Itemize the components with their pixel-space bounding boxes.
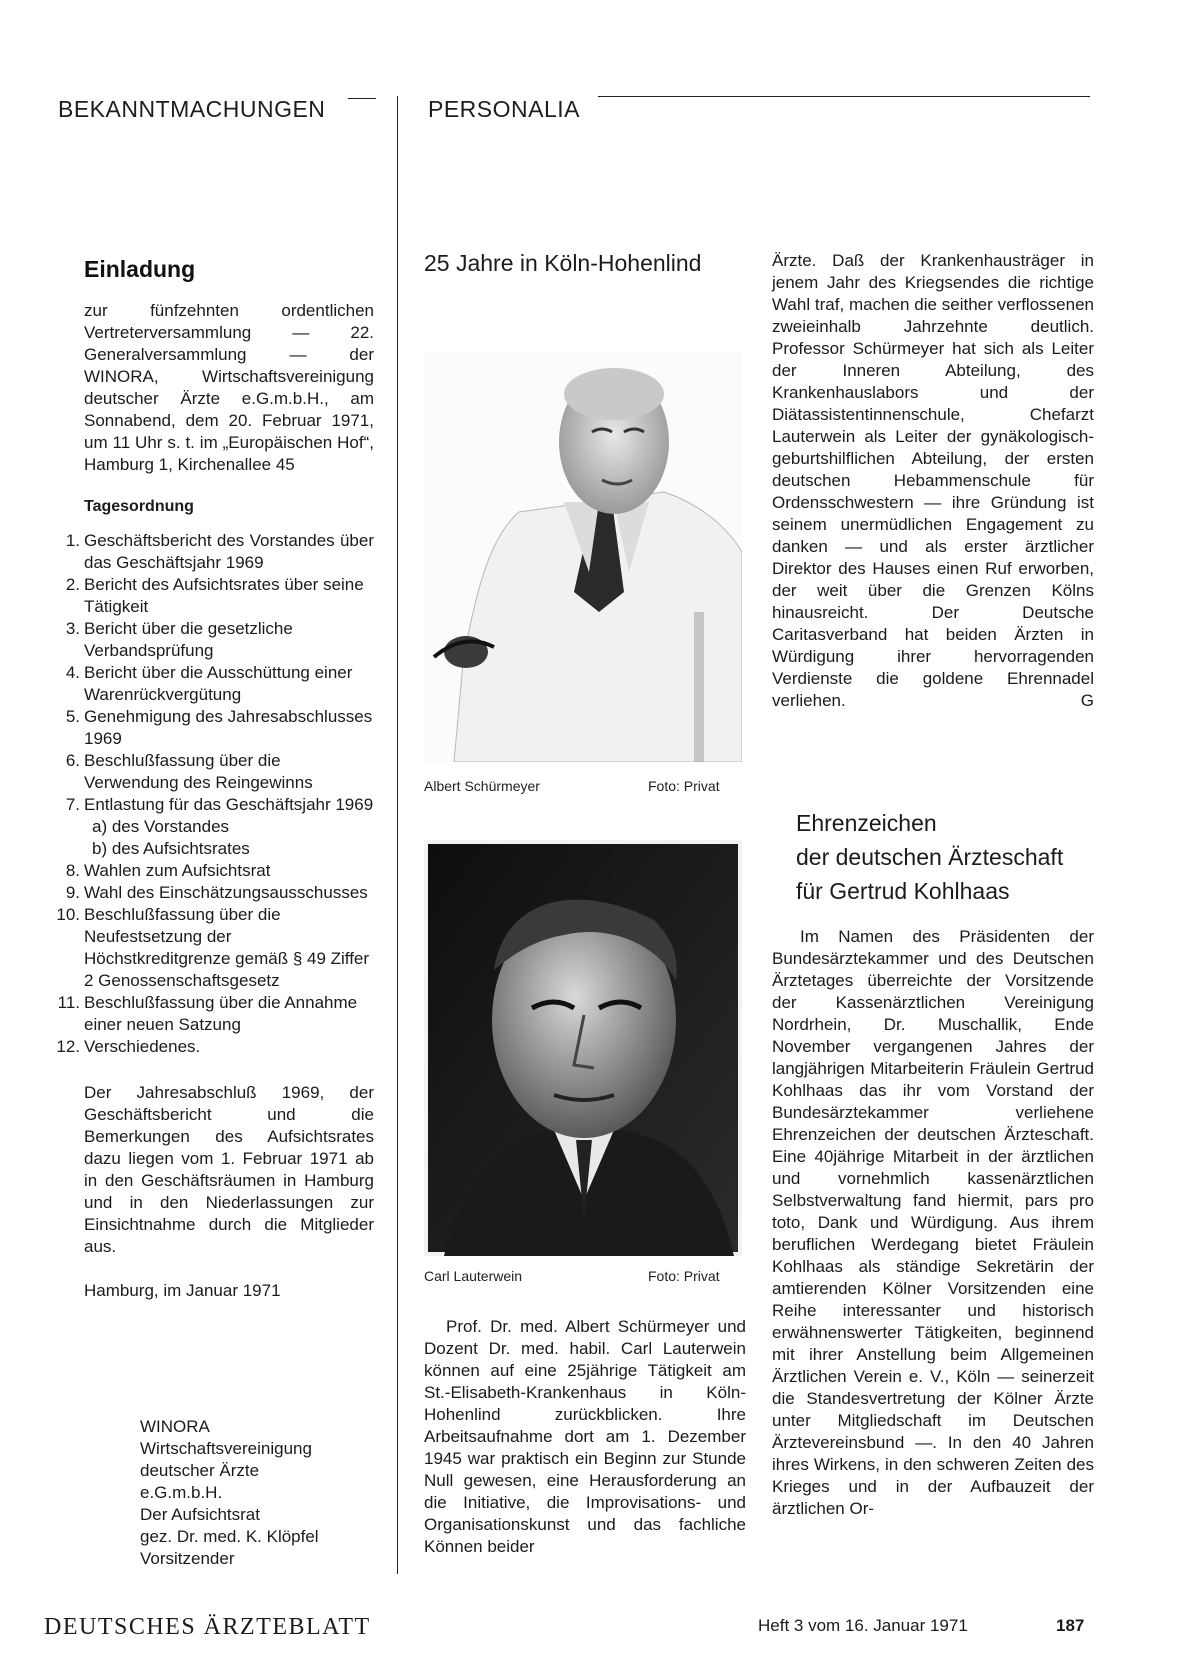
- section-heading-personalia: PERSONALIA: [428, 96, 580, 122]
- article2-title: [796, 806, 1063, 908]
- article-author-initial: G: [1080, 691, 1094, 710]
- agenda-item: 2. Bericht des Aufsichtsrates über seine Tätigkeit: [65, 575, 364, 616]
- signature-line: deutscher Ärzte: [140, 1461, 260, 1480]
- portrait-schuermeyer-image: [424, 352, 742, 762]
- signature-line: Vorsitzender: [140, 1549, 235, 1568]
- agenda-item: 8. Wahlen zum Aufsichtsrat: [65, 861, 271, 880]
- agenda-item: 1. Geschäftsbericht des Vorstandes über das Geschäftsjahr 1969: [65, 531, 374, 572]
- portrait-photo-lauterwein: [424, 840, 742, 1256]
- einladung-title: Einladung: [84, 256, 196, 282]
- agenda-item: 7. Entlastung für das Geschäftsjahr 1969 a) des Vorstandes b) des Aufsichtsrates: [65, 795, 374, 858]
- page-number: 187: [1056, 1616, 1085, 1635]
- article1-continuation: [772, 250, 1094, 712]
- article2-title-line: der deutschen Ärzteschaft: [796, 844, 1064, 870]
- signature-line: Der Aufsichtsrat: [140, 1505, 260, 1524]
- header-rule-left: [348, 98, 376, 99]
- agenda-item: 9. Wahl des Einschätzungsausschusses: [65, 883, 368, 902]
- column-divider: [397, 96, 398, 1574]
- photo-caption-credit-1: Foto: Privat: [648, 778, 720, 794]
- signature-block: [140, 1416, 319, 1570]
- einladung-intro: zur fünfzehnten ordentlichen Vertreterversammlung — 22. Generalversammlung — der WINORA, Wirtschaftsvereinigung deutscher Ärzte e.G.m.b.H., am Sonnabend, dem 20. Februar 1971, um 11 Uhr s. t. im „Europäischen Hof“, Hamburg 1, Kirchenallee 45: [84, 301, 374, 474]
- photo-caption-name-1: Albert Schürmeyer: [424, 778, 540, 794]
- photo-caption-credit-2: Foto: Privat: [648, 1268, 720, 1284]
- agenda-item: 10. Beschlußfassung über die Neufestsetzung der Höchstkreditgrenze gemäß § 49 Ziffer 2 Genossenschaftsgesetz: [56, 905, 370, 990]
- signature-line: Wirtschaftsvereinigung: [140, 1439, 312, 1458]
- photo-caption-name-2: Carl Lauterwein: [424, 1268, 523, 1284]
- portrait-lauterwein-image: [424, 840, 742, 1256]
- issue-info: Heft 3 vom 16. Januar 1971: [758, 1616, 968, 1635]
- header-rule-right: [598, 96, 1090, 97]
- agenda-item: 5. Genehmigung des Jahresabschlusses 1969: [65, 707, 373, 748]
- article2-body: Im Namen des Präsidenten der Bundesärztekammer und des Deutschen Ärztetages überreichte der Vorsitzende der Kassenärztlichen Vereinigung Nordrhein, Dr. Muschallik, Ende November vergangenen Jahres der langjährigen Mitarbeiterin Fräulein Gertrud Kohlhaas das ihr vom Vorstand der Bundesärztekammer verliehene Ehrenzeichen der deutschen Ärzteschaft. Eine 40jährige Mitarbeit in der ärztlichen und vornehmlich kassenärztlichen Selbstverwaltung fand hiermit, pars pro toto, Dank und Würdigung. Aus ihrem beruflichen Werdegang bietet Fräulein Kohlhaas als ständige Sekretärin der amtierenden Kölner Vorsitzenden eine Reihe interessanter und historisch erwähnenswerter Tätigkeiten, beginnend mit ihrer Anstellung beim Allgemeinen Ärztlichen Verein e. V., Köln — seinerzeit die Standesvertretung der Kölner Ärzte unter Mitgliedschaft im Deutschen Ärztevereinsbund —. In den 40 Jahren ihres Wirkens, in den schweren Zeiten des Krieges und in der Aufbauzeit der ärztlichen Or-: [772, 927, 1094, 1518]
- agenda-item: 12. Verschiedenes.: [56, 1037, 201, 1056]
- portrait-photo-schuermeyer: [424, 352, 742, 762]
- article1-body-part1: Prof. Dr. med. Albert Schürmeyer und Dozent Dr. med. habil. Carl Lauterwein können auf eine 25jährige Tätigkeit am St.-Elisabeth-Krankenhaus in Köln-Hohenlind zurückblicken. Ihre Arbeitsaufnahme dort am 1. Dezember 1945 war praktisch ein Beginn zur Stunde Null gewesen, eine Herausforderung an die Initiative, die Improvisations- und Organisationskunst und das fachliche Können beider: [424, 1317, 746, 1556]
- article-title-koeln-hohenlind: 25 Jahre in Köln-Hohenlind: [424, 250, 702, 276]
- agenda-item: 6. Beschlußfassung über die Verwendung des Reingewinns: [65, 751, 313, 792]
- signature-line: gez. Dr. med. K. Klöpfel: [140, 1527, 319, 1546]
- agenda-list: [56, 530, 374, 1058]
- agenda-subitem-a: a) des Vorstandes: [92, 817, 230, 836]
- place-date: Hamburg, im Januar 1971: [84, 1281, 281, 1300]
- section-heading-bekanntmachungen: BEKANNTMACHUNGEN: [58, 96, 326, 122]
- masthead: DEUTSCHES ÄRZTEBLATT: [44, 1614, 371, 1640]
- agenda-title: Tagesordnung: [84, 498, 194, 515]
- article2-title-line: Ehrenzeichen: [796, 810, 937, 836]
- agenda-item: 3. Bericht über die gesetzliche Verbandsprüfung: [65, 619, 293, 660]
- einladung-section: [56, 256, 374, 1302]
- einladung-closing: Der Jahresabschluß 1969, der Geschäftsbericht und die Bemerkungen des Aufsichtsrates dazu liegen vom 1. Februar 1971 ab in den Geschäftsräumen in Hamburg und in den Niederlassungen zur Einsichtnahme durch die Mitglieder aus.: [84, 1083, 374, 1256]
- signature-line: e.G.m.b.H.: [140, 1483, 223, 1502]
- article1-body-part2: Ärzte. Daß der Krankenhausträger in jenem Jahr des Kriegsendes die richtige Wahl traf, machen die seither verflossenen zweieinhalb Jahrzehnte deutlich. Professor Schürmeyer hat sich als Leiter der Inneren Abteilung, des Krankenhauslabors und der Diätassistentinnenschule, Chefarzt Lauterwein als Leiter der gynäkologisch-geburtshilflichen Abteilung, der ersten deutschen Hebammenschule für Ordensschwestern — ihre Gründung ist seinem unermüdlichen Engagement zu danken — und als erster ärztlicher Direktor des Hauses einen Ruf erworben, der weit über die Grenzen Kölns hinausreicht. Der Deutsche Caritasverband hat beiden Ärzten in Würdigung ihrer hervorragenden Verdienste die goldene Ehrennadel verliehen. G: [772, 251, 1094, 710]
- article2-title-line: für Gertrud Kohlhaas: [796, 878, 1010, 904]
- agenda-item: 4. Bericht über die Ausschüttung einer Warenrückvergütung: [65, 663, 353, 704]
- signature-line: WINORA: [140, 1417, 210, 1436]
- agenda-item: 11. Beschlußfassung über die Annahme einer neuen Satzung: [57, 993, 358, 1034]
- agenda-subitem-b: b) des Aufsichtsrates: [92, 839, 250, 858]
